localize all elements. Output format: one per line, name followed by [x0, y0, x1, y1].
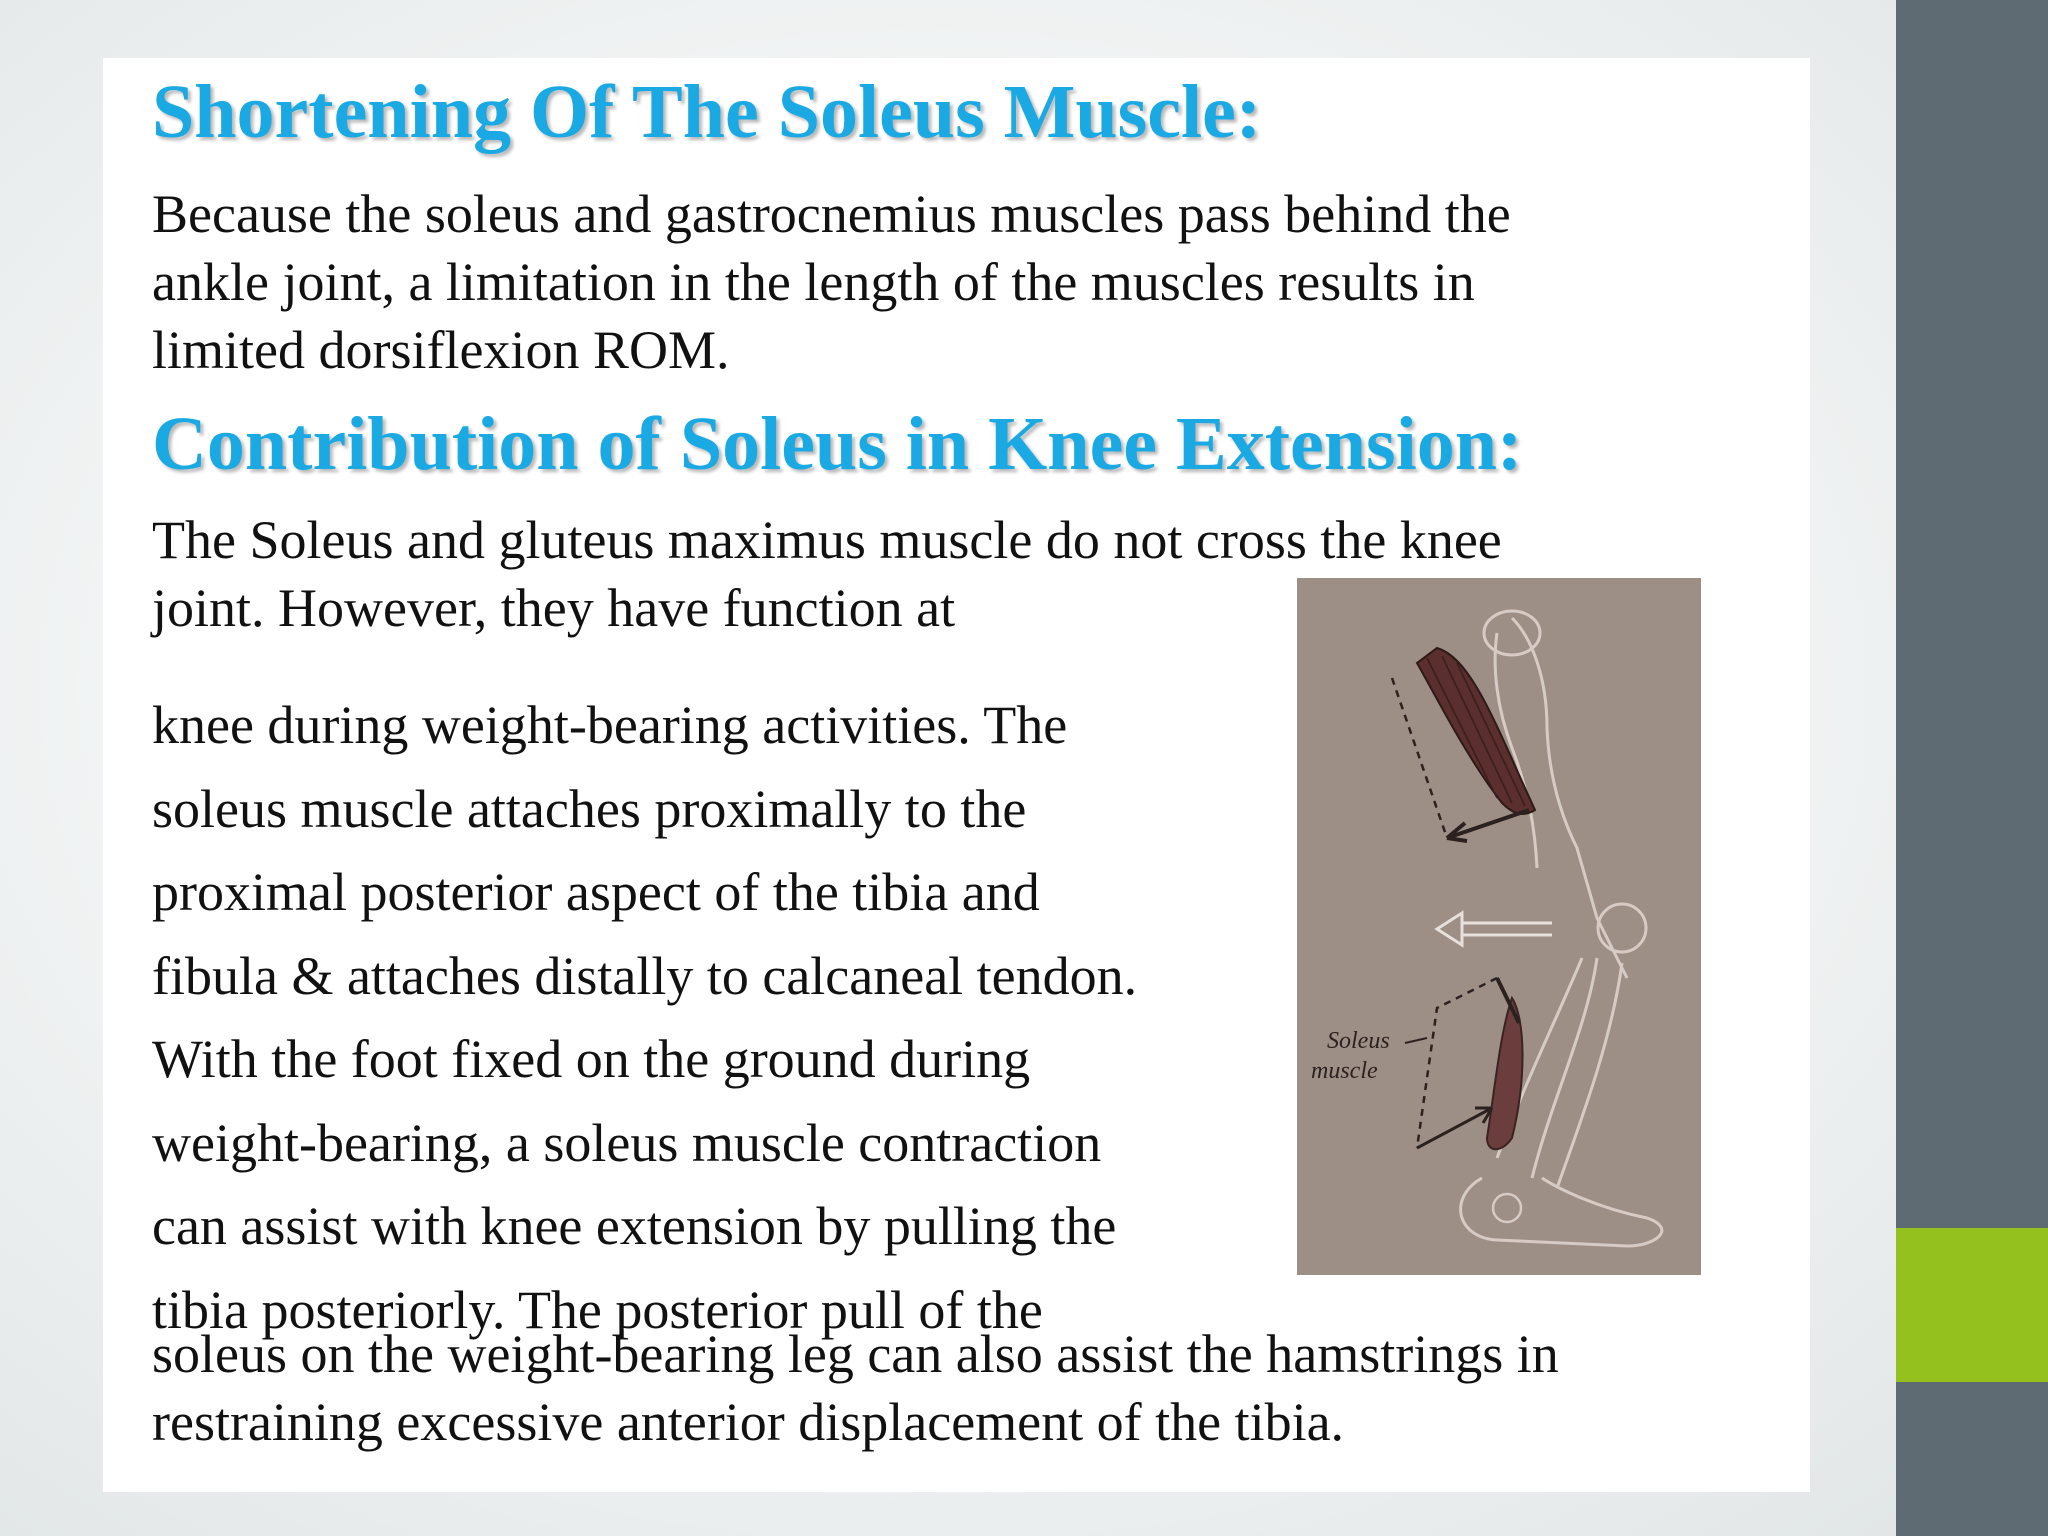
paper-background [1297, 578, 1701, 1275]
heading-shortening-soleus: Shortening Of The Soleus Muscle: [152, 70, 1262, 154]
paragraph-knee-conclusion [152, 1320, 1559, 1456]
heading-knee-extension: Contribution of Soleus in Knee Extension: [152, 402, 1523, 486]
text-line: soleus muscle attaches proximally to the [152, 778, 1027, 839]
text-line: joint. However, they have function at [152, 578, 956, 638]
slide-content-panel [103, 58, 1810, 1492]
text-line: Because the soleus and gastrocnemius muscles pass behind the [152, 184, 1511, 244]
soleus-leg-diagram [1297, 578, 1701, 1275]
accent-block [1896, 1228, 2048, 1382]
text-line: ankle joint, a limitation in the length of the muscles results in [152, 252, 1475, 312]
text-line: fibula & attaches distally to calcaneal tendon. [152, 945, 1138, 1006]
text-line: soleus on the weight-bearing leg can also assist the hamstrings in [152, 1324, 1559, 1384]
text-line: With the foot fixed on the ground during [152, 1029, 1031, 1089]
paragraph-knee-body [152, 684, 1137, 1352]
paragraph-shortening [152, 180, 1511, 384]
text-line: restraining excessive anterior displacement of the tibia. [152, 1392, 1345, 1452]
text-line: tibia posteriorly. The posterior pull of the [152, 1279, 1043, 1340]
figure-label-line1: Soleus [1327, 1028, 1390, 1054]
text-line: limited dorsiflexion ROM. [152, 320, 730, 380]
leg-sketch-svg [1297, 578, 1701, 1275]
text-line: knee during weight-bearing activities. The [152, 695, 1068, 755]
figure-label-line2: muscle [1311, 1058, 1378, 1084]
text-line: The Soleus and gluteus maximus muscle do not cross the knee [152, 510, 1502, 570]
text-line: proximal posterior aspect of the tibia and [152, 862, 1040, 922]
text-line: weight-bearing, a soleus muscle contraction [152, 1112, 1102, 1173]
text-line: can assist with knee extension by pulling the [152, 1196, 1117, 1256]
